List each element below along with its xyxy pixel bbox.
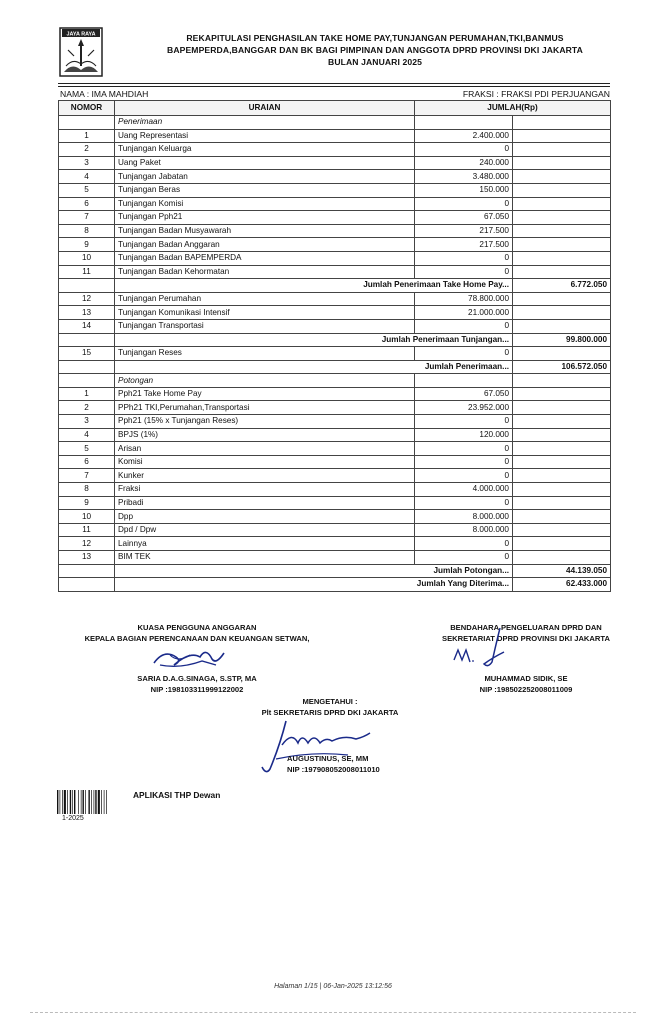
table-row	[59, 551, 611, 565]
table-row	[59, 401, 611, 415]
row-number: 4	[59, 428, 115, 442]
plt-signatory	[287, 753, 380, 775]
member-name: NAMA : IMA MAHDIAH	[60, 89, 149, 99]
row-number: 2	[59, 143, 115, 157]
table-row	[59, 510, 611, 524]
row-label: Pribadi	[115, 496, 415, 510]
row-value: 23.952.000	[415, 401, 513, 415]
app-name-label: APLIKASI THP Dewan	[133, 790, 221, 800]
row-label: Uang Representasi	[115, 129, 415, 143]
header-divider	[58, 83, 610, 84]
row-label: Pph21 (15% x Tunjangan Reses)	[115, 415, 415, 429]
row-number: 13	[59, 306, 115, 320]
barcode-bar	[83, 790, 84, 814]
row-total	[513, 143, 611, 157]
table-row	[59, 251, 611, 265]
row-number: 3	[59, 156, 115, 170]
row-value: 0	[415, 551, 513, 565]
row-total	[513, 401, 611, 415]
subtotal-row	[59, 564, 611, 578]
row-total	[513, 265, 611, 279]
row-label: BPJS (1%)	[115, 428, 415, 442]
member-fraksi: FRAKSI : FRAKSI PDI PERJUANGAN	[462, 89, 610, 99]
row-total	[513, 224, 611, 238]
row-number	[59, 578, 115, 592]
column-header-uraian: URAIAN	[115, 101, 415, 116]
income-table	[58, 100, 611, 592]
barcode-bar	[101, 790, 102, 814]
row-number: 9	[59, 238, 115, 252]
barcode-bar	[78, 790, 79, 814]
row-total	[513, 129, 611, 143]
plt-signatory-nip: NIP :197908052008011010	[287, 765, 380, 774]
row-label: Tunjangan Beras	[115, 183, 415, 197]
table-row	[59, 143, 611, 157]
barcode-bar	[106, 790, 107, 814]
row-value: 0	[415, 442, 513, 456]
table-row	[59, 211, 611, 225]
row-value: 8.000.000	[415, 510, 513, 524]
row-label: Uang Paket	[115, 156, 415, 170]
right-signature	[448, 622, 518, 674]
row-total	[513, 183, 611, 197]
row-number: 13	[59, 551, 115, 565]
row-number: 4	[59, 170, 115, 184]
row-value	[415, 374, 513, 388]
row-total	[513, 319, 611, 333]
row-value: 0	[415, 319, 513, 333]
subtotal-value: 106.572.050	[513, 360, 611, 374]
left-title-line2: KEPALA BAGIAN PERENCANAAN DAN KEUANGAN SETWAN,	[84, 634, 310, 643]
row-number	[59, 374, 115, 388]
row-total	[513, 197, 611, 211]
subtotal-label: Jumlah Potongan...	[115, 564, 513, 578]
right-title-line1: BENDAHARA PENGELUARAN DPRD DAN	[450, 623, 602, 632]
subtotal-row	[59, 333, 611, 347]
table-row	[59, 224, 611, 238]
table-row	[59, 496, 611, 510]
table-row	[59, 428, 611, 442]
page-footer: Halaman 1/15 | 06-Jan-2025 13:12:56	[274, 983, 392, 990]
row-total	[513, 483, 611, 497]
table-header-row	[59, 101, 611, 116]
row-number: 1	[59, 387, 115, 401]
row-number: 6	[59, 197, 115, 211]
row-value: 0	[415, 537, 513, 551]
table-row	[59, 469, 611, 483]
subtotal-value: 6.772.050	[513, 279, 611, 293]
row-total	[513, 469, 611, 483]
barcode-bar	[74, 790, 75, 814]
row-value: 3.480.000	[415, 170, 513, 184]
row-total	[513, 415, 611, 429]
column-header-nomor: NOMOR	[59, 101, 115, 116]
table-row	[59, 170, 611, 184]
right-signatory-nip: NIP :198502252008011009	[479, 685, 573, 694]
table-row	[59, 537, 611, 551]
table-row	[59, 455, 611, 469]
subtotal-row	[59, 578, 611, 592]
barcode-bar	[81, 790, 82, 814]
row-value: 0	[415, 265, 513, 279]
row-total	[513, 374, 611, 388]
table-row	[59, 483, 611, 497]
row-label: Lainnya	[115, 537, 415, 551]
row-number: 12	[59, 292, 115, 306]
row-value: 240.000	[415, 156, 513, 170]
row-label: Dpp	[115, 510, 415, 524]
table-row	[59, 292, 611, 306]
row-value: 217.500	[415, 224, 513, 238]
row-value: 67.050	[415, 387, 513, 401]
row-label: Arisan	[115, 442, 415, 456]
right-signatory-title	[396, 622, 656, 644]
jaya-raya-logo	[58, 26, 104, 78]
row-label: Pph21 Take Home Pay	[115, 387, 415, 401]
row-value: 0	[415, 415, 513, 429]
row-label: Fraksi	[115, 483, 415, 497]
row-value: 0	[415, 197, 513, 211]
row-value: 67.050	[415, 211, 513, 225]
row-label: PPh21 TKI,Perumahan,Transportasi	[115, 401, 415, 415]
row-total	[513, 551, 611, 565]
row-value: 0	[415, 143, 513, 157]
column-header-jumlah: JUMLAH(Rp)	[415, 101, 611, 116]
section-label: Penerimaan	[115, 116, 415, 130]
row-number: 5	[59, 442, 115, 456]
left-title-line1: KUASA PENGGUNA ANGGARAN	[137, 623, 257, 632]
row-number: 7	[59, 211, 115, 225]
row-label: BIM TEK	[115, 551, 415, 565]
row-number: 10	[59, 251, 115, 265]
row-value: 0	[415, 496, 513, 510]
row-total	[513, 387, 611, 401]
subtotal-row	[59, 279, 611, 293]
row-label: Tunjangan Reses	[115, 347, 415, 361]
logo-text: JAYA RAYA	[66, 31, 96, 38]
barcode-bar	[70, 790, 71, 814]
row-label: Komisi	[115, 455, 415, 469]
header-divider-2	[58, 86, 610, 87]
row-total	[513, 292, 611, 306]
row-total	[513, 116, 611, 130]
left-signature	[150, 643, 230, 673]
table-row	[59, 319, 611, 333]
row-label: Tunjangan Badan Musyawarah	[115, 224, 415, 238]
left-signatory-name: SARIA D.A.G.SINAGA, S.STP, MA	[137, 674, 257, 683]
row-label: Kunker	[115, 469, 415, 483]
row-number: 12	[59, 537, 115, 551]
row-total	[513, 251, 611, 265]
row-number: 15	[59, 347, 115, 361]
barcode-bar	[88, 790, 89, 814]
row-total	[513, 156, 611, 170]
row-value: 0	[415, 347, 513, 361]
subtotal-label: Jumlah Yang Diterima...	[115, 578, 513, 592]
barcode-label: 1-2025	[62, 815, 84, 822]
row-label: Tunjangan Keluarga	[115, 143, 415, 157]
row-value: 78.800.000	[415, 292, 513, 306]
table-body	[59, 116, 611, 592]
header-title-line3: BULAN JANUARI 2025	[328, 57, 422, 67]
row-number: 6	[59, 455, 115, 469]
row-label: Tunjangan Badan BAPEMPERDA	[115, 251, 415, 265]
barcode-bar	[94, 790, 95, 814]
plt-title: Plt SEKRETARIS DPRD DKI JAKARTA	[261, 708, 399, 717]
row-label: Tunjangan Jabatan	[115, 170, 415, 184]
row-label: Tunjangan Transportasi	[115, 319, 415, 333]
row-number: 8	[59, 224, 115, 238]
barcode-bar	[98, 790, 100, 814]
row-value: 4.000.000	[415, 483, 513, 497]
barcode-bar	[85, 790, 86, 814]
row-number: 3	[59, 415, 115, 429]
row-value: 120.000	[415, 428, 513, 442]
row-value: 0	[415, 251, 513, 265]
row-number	[59, 333, 115, 347]
row-value: 8.000.000	[415, 523, 513, 537]
row-total	[513, 211, 611, 225]
row-total	[513, 537, 611, 551]
subtotal-label: Jumlah Penerimaan Take Home Pay...	[115, 279, 513, 293]
plt-signatory-name: AUGUSTINUS, SE, MM	[287, 754, 369, 763]
section-row	[59, 116, 611, 130]
left-signatory-nip: NIP :198103311999122002	[150, 685, 244, 694]
row-value: 21.000.000	[415, 306, 513, 320]
row-total	[513, 510, 611, 524]
row-number: 14	[59, 319, 115, 333]
row-number	[59, 279, 115, 293]
row-total	[513, 496, 611, 510]
table-row	[59, 306, 611, 320]
header-title-line1: REKAPITULASI PENGHASILAN TAKE HOME PAY,TUNJANGAN PERUMAHAN,TKI,BANMUS	[186, 33, 564, 43]
row-total	[513, 523, 611, 537]
row-total	[513, 306, 611, 320]
table-row	[59, 197, 611, 211]
row-number	[59, 564, 115, 578]
table-row	[59, 129, 611, 143]
table-row	[59, 183, 611, 197]
row-total	[513, 455, 611, 469]
subtotal-label: Jumlah Penerimaan Tunjangan...	[115, 333, 513, 347]
row-value: 217.500	[415, 238, 513, 252]
row-value: 0	[415, 455, 513, 469]
row-total	[513, 428, 611, 442]
barcode-bar	[91, 790, 92, 814]
row-label: Tunjangan Komunikasi Intensif	[115, 306, 415, 320]
row-value: 2.400.000	[415, 129, 513, 143]
table-row	[59, 387, 611, 401]
row-label: Tunjangan Perumahan	[115, 292, 415, 306]
row-number: 5	[59, 183, 115, 197]
right-signatory	[396, 673, 656, 695]
row-total	[513, 347, 611, 361]
section-label: Potongan	[115, 374, 415, 388]
barcode-bar	[67, 790, 68, 814]
section-row	[59, 374, 611, 388]
subtotal-value: 99.800.000	[513, 333, 611, 347]
row-total	[513, 170, 611, 184]
barcode-image	[56, 790, 124, 814]
table-row	[59, 238, 611, 252]
document-header	[110, 32, 640, 68]
row-number: 2	[59, 401, 115, 415]
right-signatory-name: MUHAMMAD SIDIK, SE	[484, 674, 568, 683]
row-number: 11	[59, 265, 115, 279]
row-number: 11	[59, 523, 115, 537]
left-signatory	[62, 673, 332, 695]
row-number: 8	[59, 483, 115, 497]
row-value: 0	[415, 469, 513, 483]
barcode-bar	[64, 790, 66, 814]
row-total	[513, 238, 611, 252]
table-row	[59, 442, 611, 456]
row-number: 10	[59, 510, 115, 524]
row-number	[59, 360, 115, 374]
row-label: Tunjangan Badan Anggaran	[115, 238, 415, 252]
subtotal-value: 62.433.000	[513, 578, 611, 592]
table-row	[59, 523, 611, 537]
row-number: 7	[59, 469, 115, 483]
subtotal-row	[59, 360, 611, 374]
row-number: 9	[59, 496, 115, 510]
barcode-bar	[104, 790, 105, 814]
footer-divider	[30, 1012, 636, 1013]
mengetahui-label: MENGETAHUI :	[302, 697, 358, 706]
row-number	[59, 116, 115, 130]
row-number: 1	[59, 129, 115, 143]
row-label: Dpd / Dpw	[115, 523, 415, 537]
barcode-bar	[95, 790, 96, 814]
barcode-bar	[62, 790, 63, 814]
left-signatory-title	[62, 622, 332, 644]
row-label: Tunjangan Pph21	[115, 211, 415, 225]
row-total	[513, 442, 611, 456]
row-value	[415, 116, 513, 130]
header-title-line2: BAPEMPERDA,BANGGAR DAN BK BAGI PIMPINAN DAN ANGGOTA DPRD PROVINSI DKI JAKARTA	[167, 45, 583, 55]
right-title-line2: SEKRETARIAT DPRD PROVINSI DKI JAKARTA	[442, 634, 610, 643]
barcode-bar	[57, 790, 58, 814]
subtotal-label: Jumlah Penerimaan...	[115, 360, 513, 374]
table-row	[59, 156, 611, 170]
subtotal-value: 44.139.050	[513, 564, 611, 578]
row-value: 150.000	[415, 183, 513, 197]
row-label: Tunjangan Komisi	[115, 197, 415, 211]
barcode-bar	[72, 790, 73, 814]
row-label: Tunjangan Badan Kehormatan	[115, 265, 415, 279]
barcode-bar	[60, 790, 61, 814]
table-row	[59, 347, 611, 361]
table-row	[59, 415, 611, 429]
table-row	[59, 265, 611, 279]
